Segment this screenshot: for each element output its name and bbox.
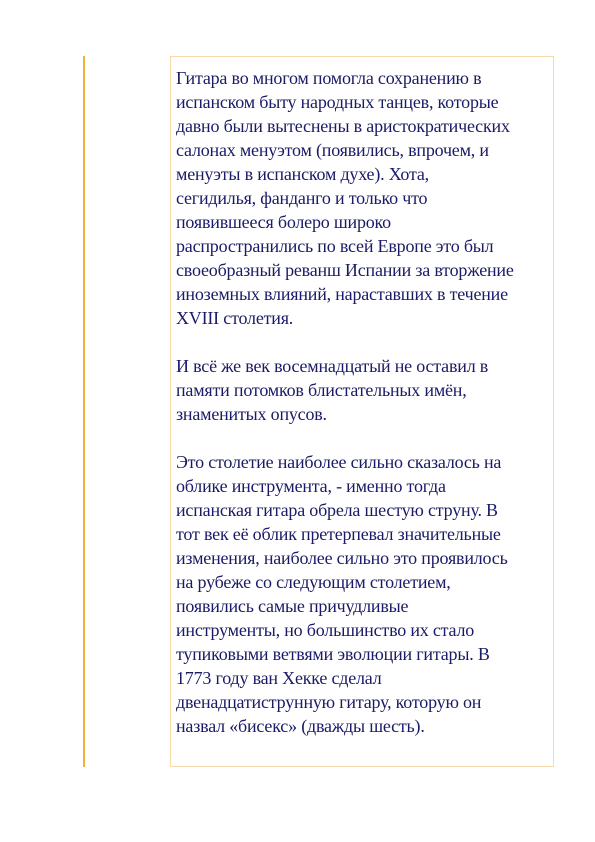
text-frame <box>170 56 554 767</box>
paragraph-3: Это столетие наиболее сильно сказалось на облике инструмента, - именно тогда испанская гитара обрела шестую струну. В тот век её облик претерпевал значительные изменения, наиболее сильно это проявилось на рубеже со следующим столетием, появились самые причудливые инструменты, но большинство их стало тупиковыми ветвями эволюции гитары. В 1773 году ван Хекке сделал двенадцатиструнную гитару, которую он назвал «бисекс» (дважды шесть). <box>176 452 508 736</box>
paragraph-1: Гитара во многом помогла сохранению в испанском быту народных танцев, которые давно были вытеснены в аристократических салонах менуэтом (появились, впрочем, и менуэты в испанском духе). Хота, сегидилья, фанданго и только что появившееся болеро широко распространились по всей Европе это был своеобразный реванш Испании за вторжение иноземных влияний, нараставших в течение XVIII столетия. <box>176 68 514 328</box>
paragraph-2: И всё же век восемнадцатый не оставил в памяти потомков блистательных имён, знаменитых опусов. <box>176 356 489 424</box>
left-margin-rule <box>83 56 85 767</box>
